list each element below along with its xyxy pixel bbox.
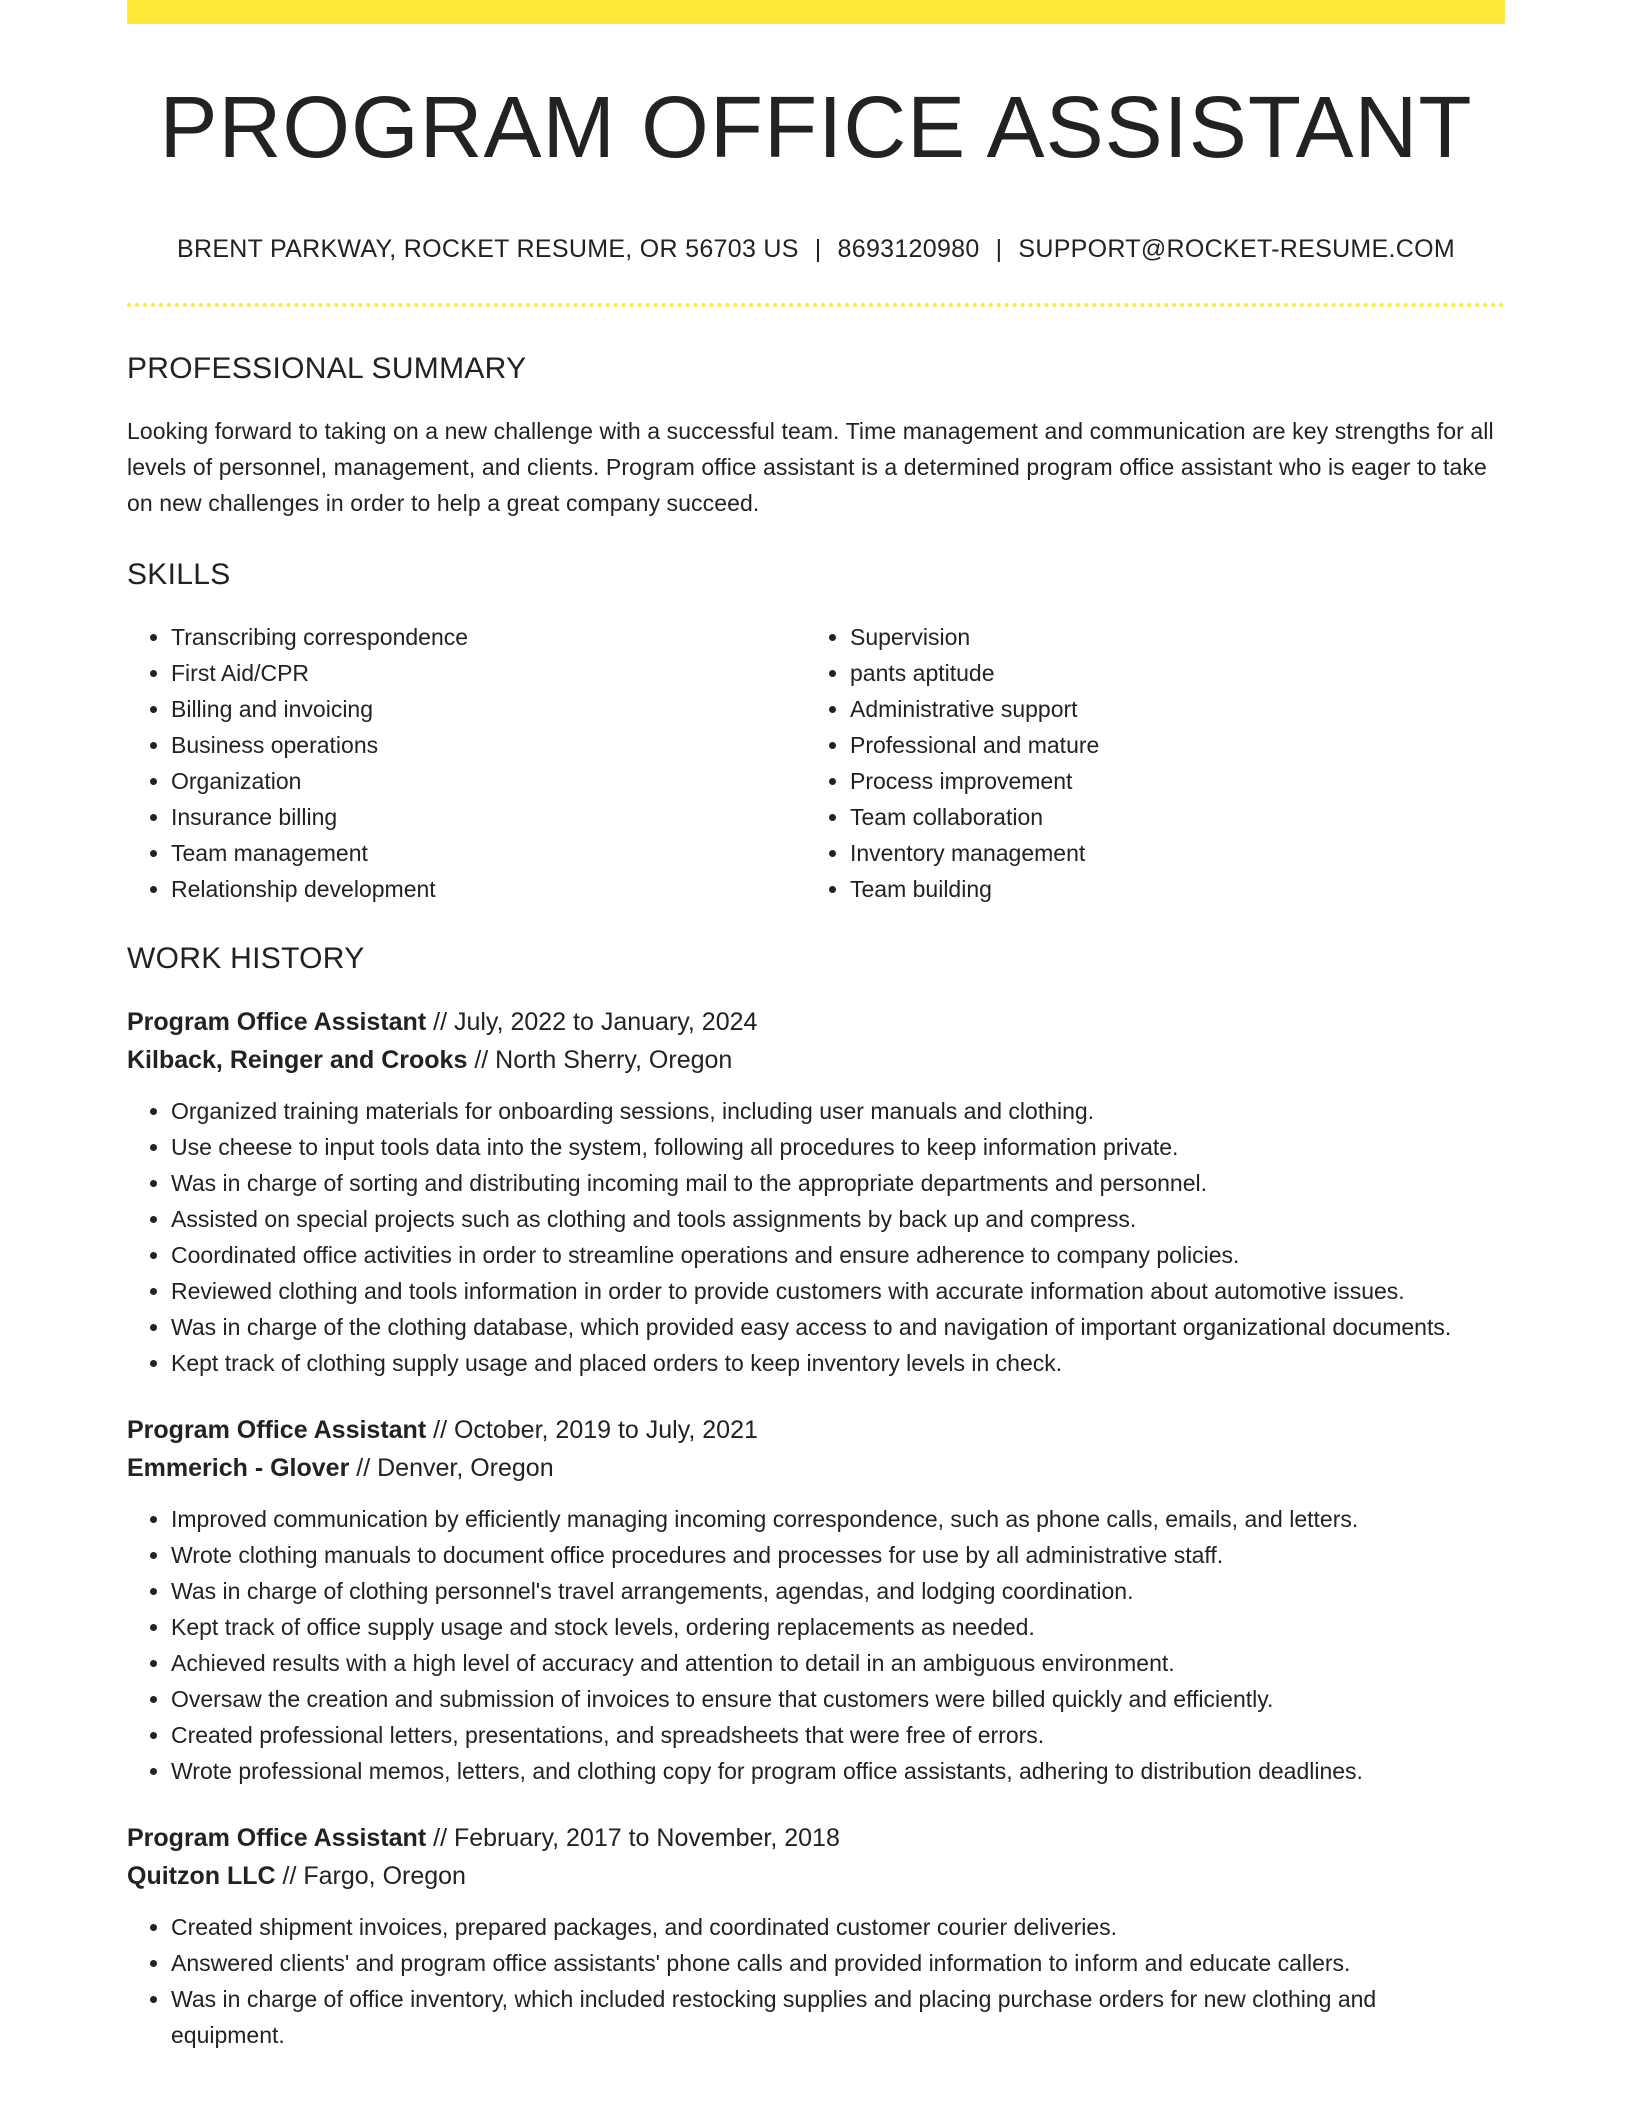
contact-separator: | (814, 235, 822, 263)
contact-line (127, 234, 1505, 264)
dotted-divider (127, 303, 1505, 307)
job-bullet: • Answered clients' and program office assistants' phone calls and provided information to inform and educate callers. (171, 1945, 1505, 1981)
job-company-line (127, 1041, 1505, 1079)
job-bullet: • Improved communication by efficiently managing incoming correspondence, such as phone calls, emails, and letters. (171, 1501, 1505, 1537)
job-bullet: • Kept track of office supply usage and stock levels, ordering replacements as needed. (171, 1609, 1505, 1645)
job-separator: // (275, 1862, 304, 1890)
contact-separator: | (995, 235, 1003, 263)
skill-item: • Business operations (171, 727, 806, 763)
job-location: Denver, Oregon (377, 1454, 554, 1482)
skills-column-left (127, 619, 806, 907)
summary-heading: PROFESSIONAL SUMMARY (127, 352, 527, 385)
contact-phone: 8693120980 (837, 235, 980, 263)
job-entry (127, 1003, 1505, 1381)
job-bullet: • Was in charge of the clothing database, which provided easy access to and navigation of important organizational documents. (171, 1309, 1505, 1345)
skill-item: • Administrative support (850, 691, 1505, 727)
job-bullets (127, 1501, 1505, 1789)
job-company: Kilback, Reinger and Crooks (127, 1046, 468, 1074)
job-role: Program Office Assistant (127, 1416, 427, 1444)
skill-item: • Team collaboration (850, 799, 1505, 835)
job-company-line (127, 1857, 1505, 1895)
skill-item: • Team management (171, 835, 806, 871)
job-bullets (127, 1909, 1505, 2053)
contact-address: BRENT PARKWAY, ROCKET RESUME, OR 56703 US (176, 235, 799, 263)
job-bullet: • Organized training materials for onboarding sessions, including user manuals and clothing. (171, 1093, 1505, 1129)
contact-email[interactable]: SUPPORT@ROCKET-RESUME.COM (1018, 235, 1456, 263)
skill-item: • Professional and mature (850, 727, 1505, 763)
job-bullet: • Kept track of clothing supply usage and placed orders to keep inventory levels in check. (171, 1345, 1505, 1381)
skills-heading: SKILLS (127, 558, 231, 591)
job-bullet: • Achieved results with a high level of accuracy and attention to detail in an ambiguous environment. (171, 1645, 1505, 1681)
skill-item: • Team building (850, 871, 1505, 907)
job-role-line (127, 1003, 1505, 1041)
job-role: Program Office Assistant (127, 1008, 427, 1036)
job-bullet: • Was in charge of clothing personnel's travel arrangements, agendas, and lodging coordination. (171, 1573, 1505, 1609)
job-bullet: • Wrote clothing manuals to document office procedures and processes for use by all administrative staff. (171, 1537, 1505, 1573)
job-bullet: • Oversaw the creation and submission of invoices to ensure that customers were billed quickly and efficiently. (171, 1681, 1505, 1717)
job-dates: October, 2019 to July, 2021 (453, 1416, 758, 1444)
job-location: North Sherry, Oregon (495, 1046, 733, 1074)
job-separator: // (349, 1454, 378, 1482)
skill-item: • Supervision (850, 619, 1505, 655)
skills-list (127, 619, 1505, 907)
job-bullet: • Use cheese to input tools data into the system, following all procedures to keep information private. (171, 1129, 1505, 1165)
job-bullets (127, 1093, 1505, 1381)
job-role-line (127, 1819, 1505, 1857)
skill-item: • Billing and invoicing (171, 691, 806, 727)
skill-item: • Transcribing correspondence (171, 619, 806, 655)
job-bullet: • Created professional letters, presentations, and spreadsheets that were free of errors. (171, 1717, 1505, 1753)
job-entry (127, 1411, 1505, 1789)
job-bullet: • Was in charge of sorting and distributing incoming mail to the appropriate departments and personnel. (171, 1165, 1505, 1201)
resume-title: PROGRAM OFFICE ASSISTANT (159, 79, 1473, 176)
skills-column-right (806, 619, 1505, 907)
skill-item: • Relationship development (171, 871, 806, 907)
skill-item: • pants aptitude (850, 655, 1505, 691)
job-separator: // (426, 1416, 454, 1444)
job-location: Fargo, Oregon (303, 1862, 466, 1890)
job-bullet: • Wrote professional memos, letters, and clothing copy for program office assistants, adhering to distribution deadlines. (171, 1753, 1505, 1789)
job-bullet: • Coordinated office activities in order to streamline operations and ensure adherence to company policies. (171, 1237, 1505, 1273)
job-role-line (127, 1411, 1505, 1449)
resume-page (127, 0, 1505, 2053)
skill-item: • Organization (171, 763, 806, 799)
job-bullet: • Reviewed clothing and tools information in order to provide customers with accurate information about automotive issues. (171, 1273, 1505, 1309)
job-entry (127, 1819, 1505, 2053)
job-separator: // (426, 1008, 454, 1036)
skill-item: • Inventory management (850, 835, 1505, 871)
job-dates: July, 2022 to January, 2024 (453, 1008, 758, 1036)
job-bullet: • Was in charge of office inventory, which included restocking supplies and placing purchase orders for new clothing and equipment. (171, 1981, 1505, 2053)
job-bullet: • Created shipment invoices, prepared packages, and coordinated customer courier deliveries. (171, 1909, 1505, 1945)
job-bullet: • Assisted on special projects such as clothing and tools assignments by back up and compress. (171, 1201, 1505, 1237)
work-history-heading: WORK HISTORY (127, 942, 365, 975)
skill-item: • Process improvement (850, 763, 1505, 799)
job-separator: // (467, 1046, 496, 1074)
job-company: Quitzon LLC (127, 1862, 276, 1890)
skill-item: • Insurance billing (171, 799, 806, 835)
summary-text: Looking forward to taking on a new challenge with a successful team. Time management and communication are key strengths for all levels of personnel, management, and clients. Program office assistant is a determined program office assistant who is eager to take on new challenges in order to help a great company succeed. (127, 418, 1494, 516)
job-role: Program Office Assistant (127, 1824, 427, 1852)
job-dates: February, 2017 to November, 2018 (453, 1824, 840, 1852)
accent-top-bar (127, 0, 1505, 24)
job-company-line (127, 1449, 1505, 1487)
job-company: Emmerich - Glover (127, 1454, 350, 1482)
skill-item: • First Aid/CPR (171, 655, 806, 691)
job-separator: // (426, 1824, 454, 1852)
